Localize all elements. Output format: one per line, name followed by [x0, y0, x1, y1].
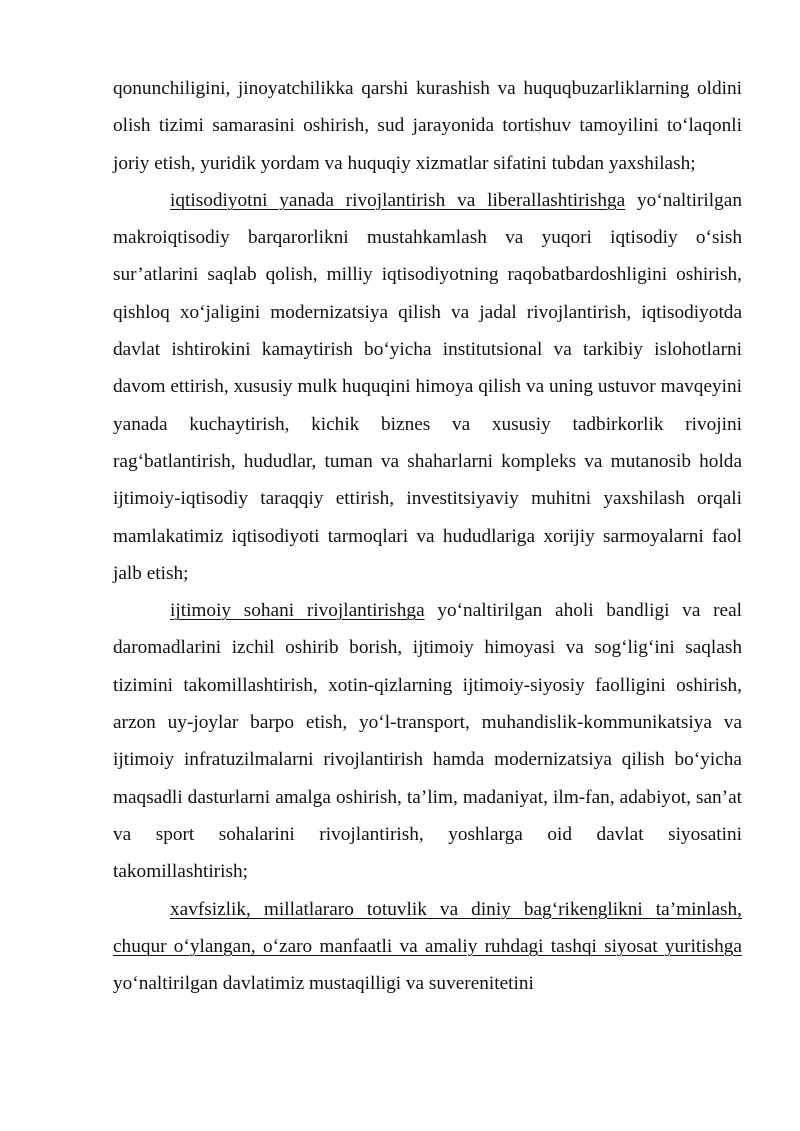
paragraph-legal-continuation — [113, 70, 742, 182]
paragraph-heading-underlined: iqtisodiyotni yanada rivojlantirish va liberallashtirishga — [170, 189, 626, 211]
paragraph-text: yo‘naltirilgan makroiqtisodiy barqarorlikni mustahkamlash va yuqori iqtisodiy o‘sish sur’atlarini saqlab qolish, milliy iqtisodiyotning raqobatbardoshligini oshirish, qishloq xo‘jaligini modernizatsiya qilish va jadal rivojlantirish, iqtisodiyotda davlat ishtirokini kamaytirish bo‘yicha institutsional va tarkibiy islohotlarni davom ettirish, xususiy mulk huquqini himoya qilish va uning ustuvor mavqeyini yanada kuchaytirish, kichik biznes va xususiy tadbirkorlik rivojini rag‘batlantirish, hududlar, tuman va shaharlarni kompleks va mutanosib holda ijtimoiy-iqtisodiy taraqqiy ettirish, investitsiyaviy muhitni yaxshilash orqali mamlakatimiz iqtisodiyoti tarmoqlari va hududlariga xorijiy sarmoyalarni faol jalb etish; — [113, 189, 742, 584]
paragraph-text: yo‘naltirilgan aholi bandligi va real daromadlarini izchil oshirib borish, ijtimoiy himoyasi va sog‘lig‘ini saqlash tizimini takomillashtirish, xotin-qizlarning ijtimoiy-siyosiy faolligini oshirish, arzon uy-joylar barpo etish, yo‘l-transport, muhandislik-kommunikatsiya va ijtimoiy infratuzilmalarni rivojlantirish hamda modernizatsiya qilish bo‘yicha maqsadli dasturlarni amalga oshirish, ta’lim, madaniyat, ilm-fan, adabiyot, san’at va sport sohalarini rivojlantirish, yoshlarga oid davlat siyosatini takomillashtirish; — [113, 600, 742, 883]
document-page — [113, 70, 742, 1002]
paragraph-text: yo‘naltirilgan davlatimiz mustaqilligi va suverenitetini — [113, 973, 534, 995]
paragraph-security-foreign-policy — [113, 891, 742, 1003]
paragraph-social — [113, 592, 742, 890]
paragraph-heading-underlined: ijtimoiy sohani rivojlantirishga — [170, 600, 425, 622]
paragraph-text: qonunchiligini, jinoyatchilikka qarshi kurashish va huquqbuzarliklarning oldini olish tizimi samarasini oshirish, sud jarayonida tortishuv tamoyilini to‘laqonli joriy etish, yuridik yordam va huquqiy xizmatlar sifatini tubdan yaxshilash; — [113, 78, 742, 174]
paragraph-heading-underlined: xavfsizlik, millatlararo totuvlik va diniy bag‘rikenglikni ta’minlash, chuqur o‘ylangan, o‘zaro manfaatli va amaliy ruhdagi tashqi siyosat yuritishga — [113, 898, 742, 957]
paragraph-economy — [113, 182, 742, 592]
